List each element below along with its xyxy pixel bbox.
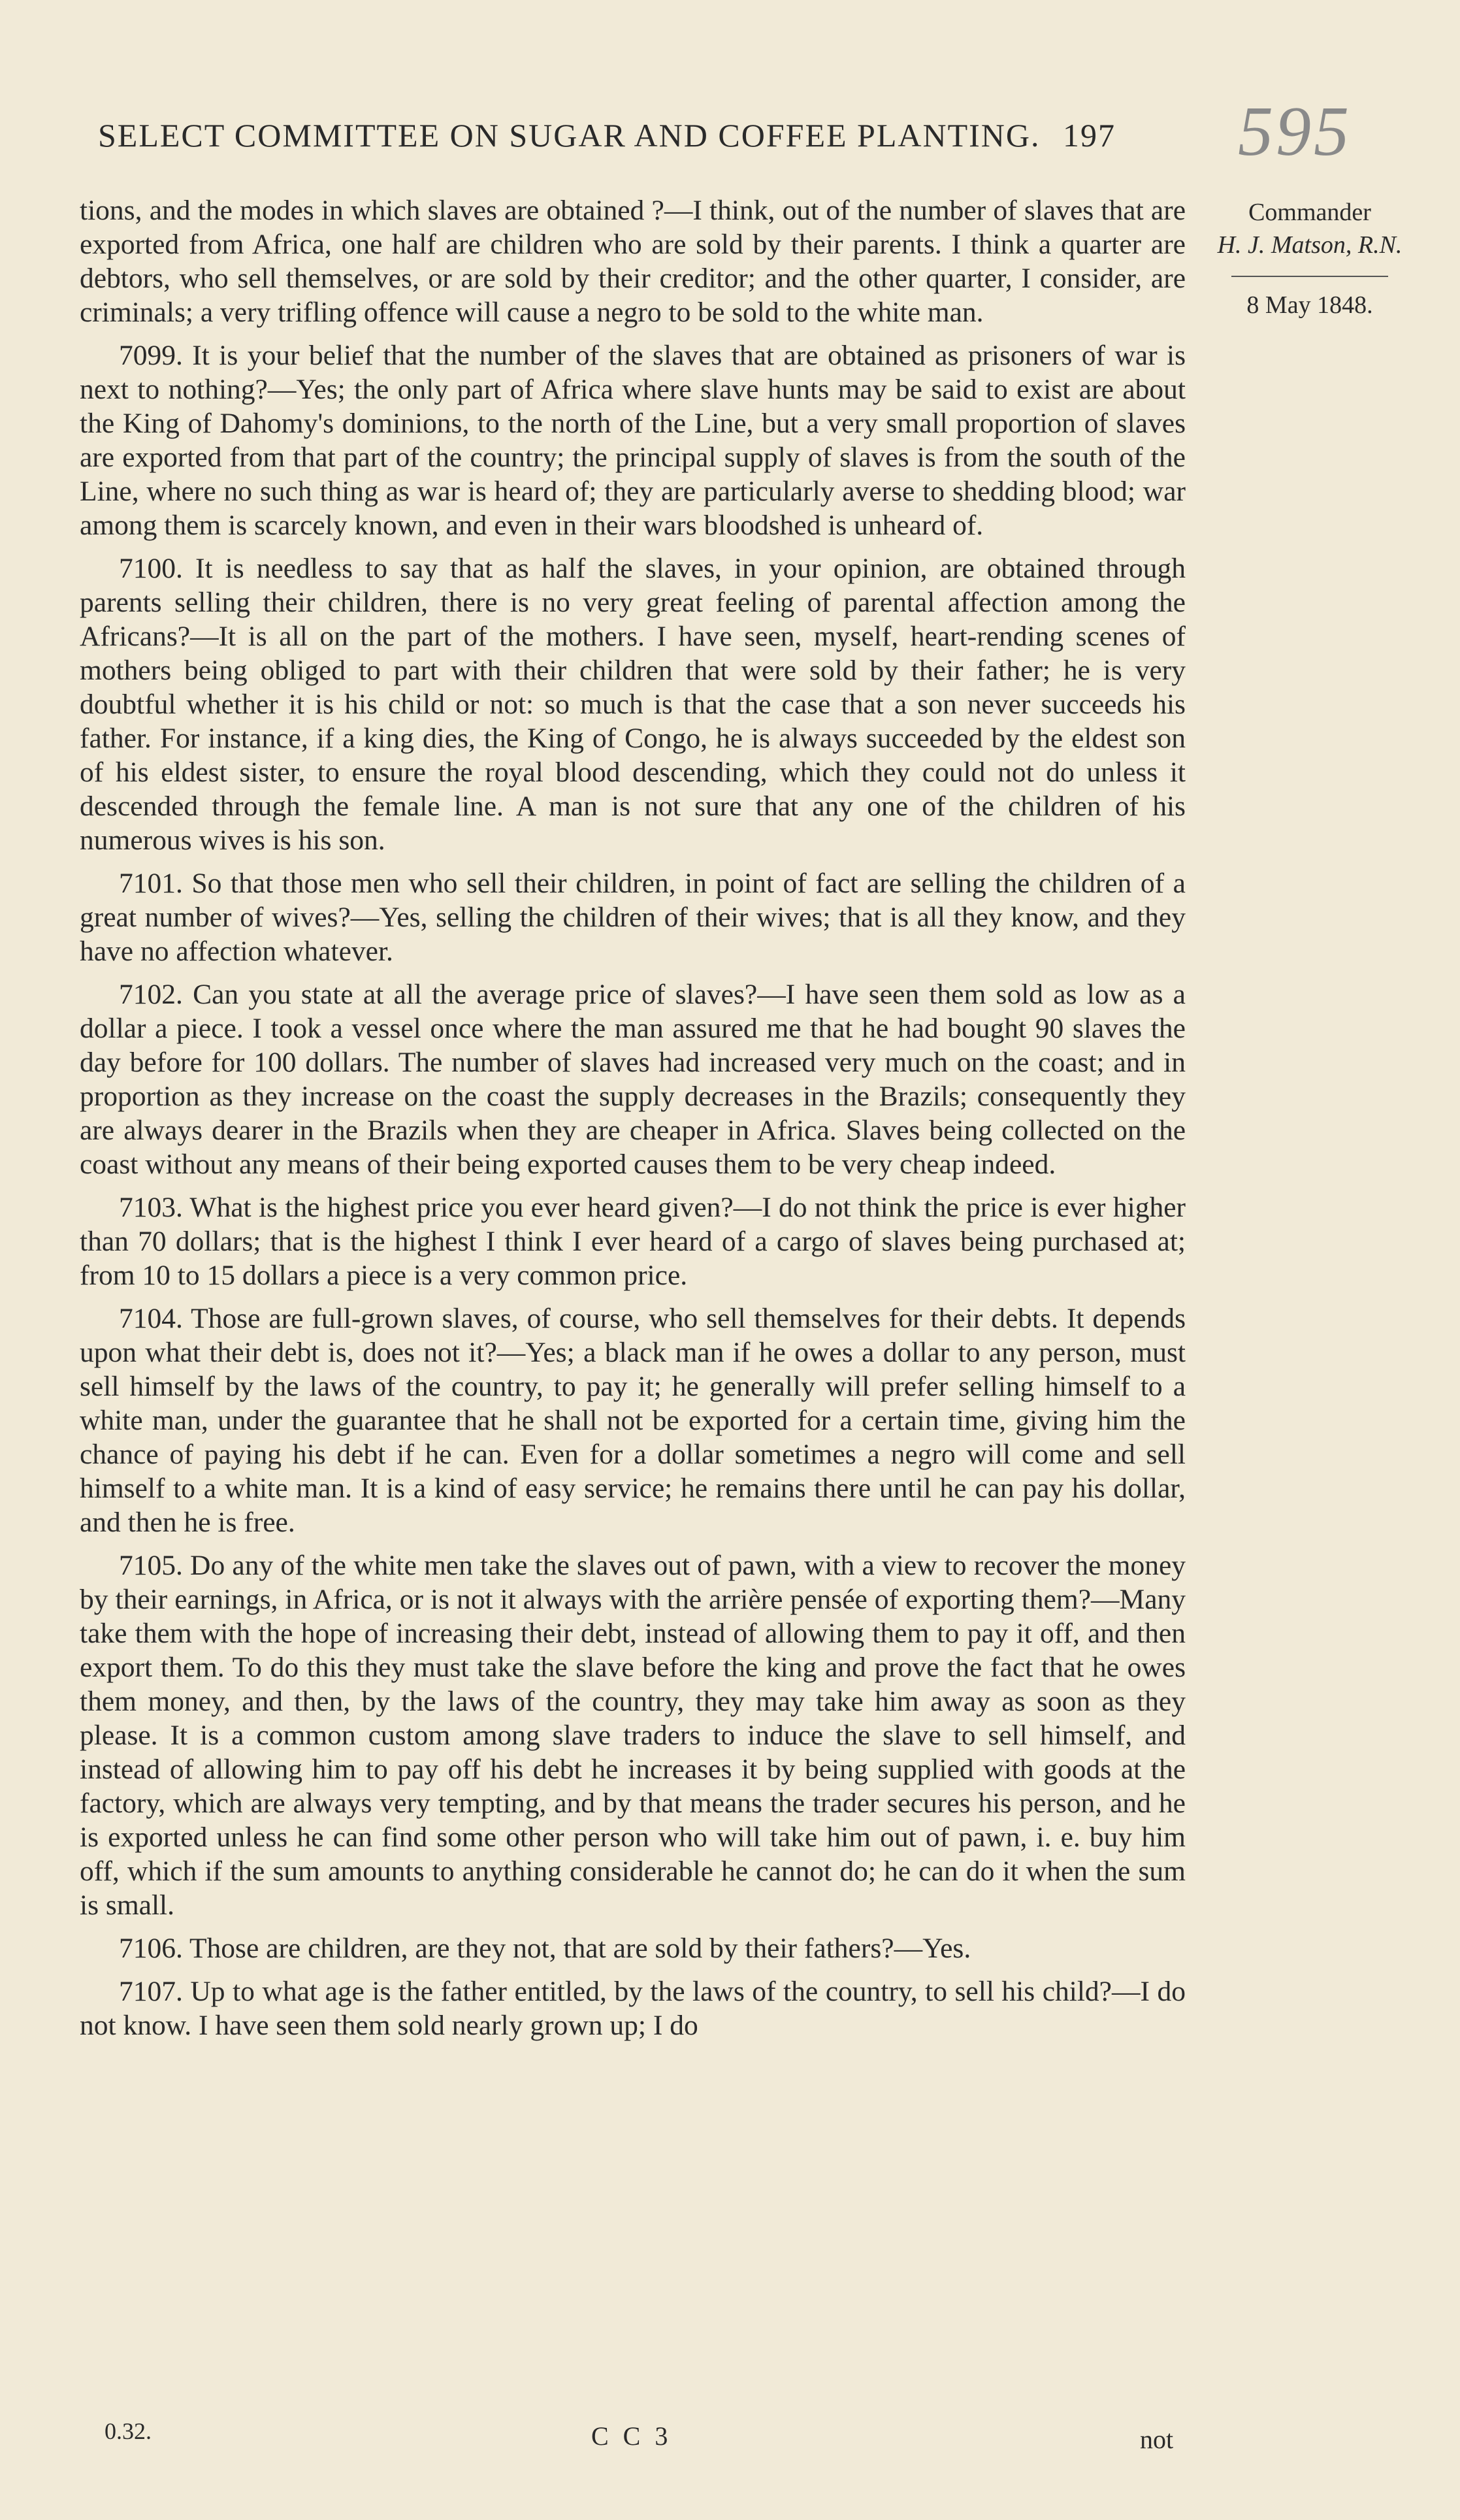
running-header [98,116,1182,154]
sidenote-divider [1231,276,1388,277]
paragraph-7100: 7100. It is needless to say that as half the slaves, in your opinion, are obtained through parents selling their children, there is no very great feeling of parental affection among the Africans?—It is all on the part of the mothers. I have seen, myself, heart-rending scenes of mothers being obliged to part with their children that were sold by their father; he is very doubtful whether it is his child or not: so much is that the case that a son never succeeds his father. For instance, if a king dies, the King of Congo, he is always succeeded by the eldest son of his eldest sister, to ensure the royal blood descending, which they could not do unless it descended through the female line. A man is not sure that any one of the children of his numerous wives is his son. [80,553,1186,856]
footer-reference: 0.32. [105,2418,152,2444]
handwritten-folio-number: 595 [1238,93,1352,171]
paragraph-7102: 7102. Can you state at all the average price of slaves?—I have seen them sold as low as a dollar a piece. I took a vessel once where the man assured me that he had bought 90 slaves the day before for 100 dollars. The number of slaves had increased very much on the coast; and in proportion as they increase on the coast the supply decreases in the Brazils; consequently they are always dearer in the Brazils when they are cheaper in Africa. Slaves being collected on the coast without any means of their being exported causes them to be very cheap indeed. [80,979,1186,1180]
paragraph-continued: tions, and the modes in which slaves are obtained ?—I think, out of the number of slaves that are exported from Africa, one half are children who are sold by their parents. I think a quarter are debtors, who sell themselves, or are sold by their creditor; and the other quarter, I consider, are criminals; a very trifling offence will cause a negro to be sold to the white man. [80,195,1186,328]
paragraph-7106: 7106. Those are children, are they not, that are sold by their fathers?—Yes. [119,1933,971,1964]
testimony-date: 8 May 1848. [1246,291,1373,319]
paragraph-7103: 7103. What is the highest price you ever heard given?—I do not think the price is ever higher than 70 dollars; that is the highest I think I ever heard of a cargo of slaves being purchased at; from 10 to 15 dollars a piece is a very common price. [80,1192,1186,1291]
paragraph-7099: 7099. It is your belief that the number of the slaves that are obtained as prisoners of war is next to nothing?—Yes; the only part of Africa where slave hunts may be said to exist are about the King of Dahomy's dominions, to the north of the Line, but a very small proportion of slaves are exported from that part of the country; the principal supply of slaves is from the south of the Line, where no such thing as war is heard of; they are particularly averse to shedding blood; war among them is scarcely known, and even in their wars bloodshed is unheard of. [80,340,1186,541]
footer-catchword: not [1140,2425,1174,2454]
header-page-number: 197 [1063,117,1116,154]
witness-rank: Commander [1248,199,1371,226]
testimony-body [80,193,1186,2052]
witness-name: H. J. Matson, R.N. [1217,231,1403,259]
paragraph-7105: 7105. Do any of the white men take the slaves out of pawn, with a view to recover the money by their earnings, in Africa, or is not it always with the arrière pensée of exporting them?—Many take them with the hope of increasing their debt, instead of allowing them to pay it off, and then export them. To do this they must take the slave before the king and prove the fact that he owes them money, and then, by the laws of the country, they may take him away as soon as they please. It is a common custom among slave traders to induce the slave to sell himself, and instead of allowing him to pay off his debt he increases it by being supplied with goods at the factory, which are always very tempting, and by that means the trader secures his person, and he is exported unless he can find some other person who will take him out of pawn, i. e. buy him off, which if the sum amounts to anything considerable he cannot do; he can do it when the sum is small. [80,1550,1186,1921]
footer-signature-mark: C C 3 [591,2421,672,2451]
header-title: SELECT COMMITTEE ON SUGAR AND COFFEE PLANTING. [98,117,1041,154]
witness-sidenote [1202,196,1418,321]
paragraph-7101: 7101. So that those men who sell their children, in point of fact are selling the children of a great number of wives?—Yes, selling the children of their wives; that is all they know, and they have no affection whatever. [80,868,1186,967]
paragraph-7107: 7107. Up to what age is the father entitled, by the laws of the country, to sell his child?—I do not know. I have seen them sold nearly grown up; I do [80,1976,1186,2041]
paragraph-7104: 7104. Those are full-grown slaves, of course, who sell themselves for their debts. It depends upon what their debt is, does not it?—Yes; a black man if he owes a dollar to any person, must sell himself by the laws of the country, to pay it; he generally will prefer selling himself to a white man, under the guarantee that he shall not be exported for a certain time, giving him the chance of paying his debt if he can. Even for a dollar sometimes a negro will come and sell himself to a white man. It is a kind of easy service; he remains there until he can pay his dollar, and then he is free. [80,1303,1186,1538]
